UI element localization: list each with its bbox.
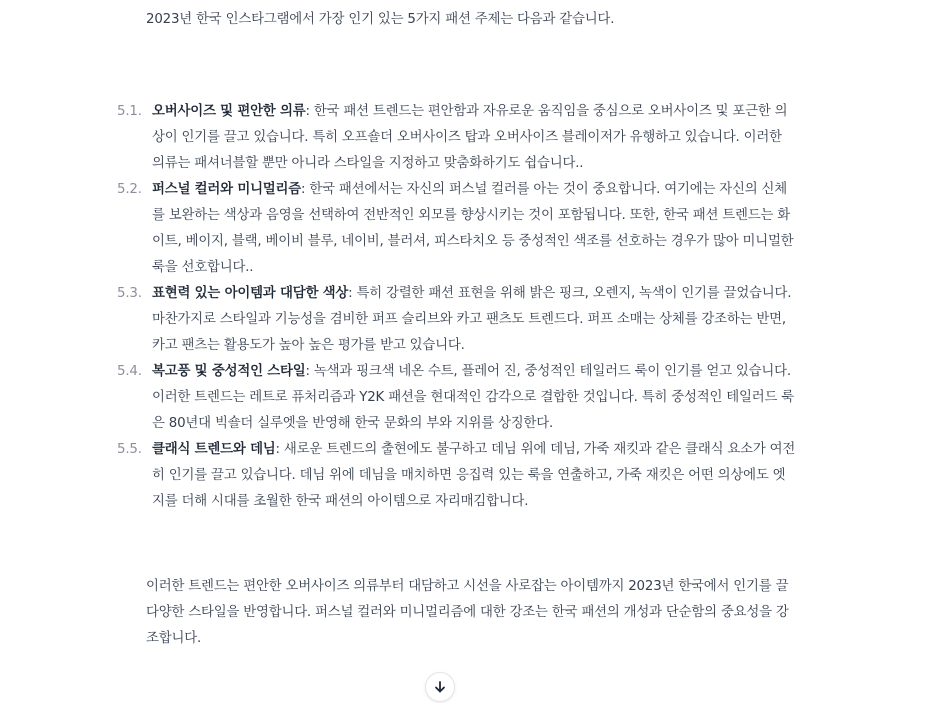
list-item-body: : 특히 강렬한 패션 표현을 위해 밝은 핑크, 오렌지, 녹색이 인기를 끌었습니다. 마찬가지로 스타일과 기능성을 겸비한 퍼프 슬리브와 카고 팬츠도 트렌드다. 퍼프 소매는 상체를 강조하는 반면, 카고 팬츠는 활용도가 높아 높은 평가를 받고 있습니다. — [152, 286, 792, 353]
trend-list — [117, 99, 796, 515]
scroll-to-bottom-button[interactable] — [425, 672, 455, 702]
list-item-number: 5.3. — [117, 286, 142, 301]
list-item-title: 오버사이즈 및 편안한 의류 — [152, 104, 306, 119]
conclusion-paragraph: 이러한 트렌드는 편안한 오버사이즈 의류부터 대담하고 시선을 사로잡는 아이템까지 2023년 한국에서 인기를 끌 다양한 스타일을 반영합니다. 퍼스널 컬러와 미니멀리즘에 대한 강조는 한국 패션의 개성과 단순함의 중요성을 강조합니다. — [146, 579, 789, 646]
list-item-title: 복고풍 및 중성적인 스타일 — [152, 364, 306, 379]
list-item-title: 퍼스널 컬러와 미니멀리즘 — [152, 182, 302, 197]
list-item — [117, 281, 796, 359]
list-item — [117, 359, 796, 437]
list-item-body: : 한국 패션에서는 자신의 퍼스널 컬러를 아는 것이 중요합니다. 여기에는 자신의 신체를 보완하는 색상과 음영을 선택하여 전반적인 외모를 향상시키는 것이 포함됩니다. 또한, 한국 패션 트렌드는 화이트, 베이지, 블랙, 베이비 블루, 네이비, 블러셔, 피스타치오 등 중성적인 색조를 선호하는 경우가 많아 미니멀한 룩을 선호합니다.. — [152, 182, 794, 275]
list-item-body: : 녹색과 핑크색 네온 수트, 플레어 진, 중성적인 테일러드 룩이 인기를 얻고 있습니다. 이러한 트렌드는 레트로 퓨처리즘과 Y2K 패션을 현대적인 감각으로 결합한 것입니다. 특히 중성적인 테일러드 룩은 80년대 빅숄더 실루엣을 반영해 한국 문화의 부와 지위를 상징한다. — [152, 364, 795, 431]
list-item-title: 표현력 있는 아이템과 대담한 색상 — [152, 286, 349, 301]
assistant-message — [117, 0, 796, 652]
intro-paragraph: 2023년 한국 인스타그램에서 가장 인기 있는 5가지 패션 주제는 다음과 같습니다. — [146, 12, 615, 27]
list-item-number: 5.2. — [117, 182, 142, 197]
list-item-body: : 한국 패션 트렌드는 편안함과 자유로운 움직임을 중심으로 오버사이즈 및 포근한 의상이 인기를 끌고 있습니다. 특히 오프숄더 오버사이즈 탑과 오버사이즈 블레이저가 유행하고 있습니다. 이러한 의류는 패셔너블할 뿐만 아니라 스타일을 지정하고 맞춤화하기도 쉽습니다.. — [152, 104, 788, 171]
list-item — [117, 437, 796, 515]
list-item — [117, 177, 796, 281]
list-item-number: 5.5. — [117, 442, 142, 457]
arrow-down-icon — [433, 680, 447, 694]
list-item-number: 5.4. — [117, 364, 142, 379]
list-item-body: : 새로운 트렌드의 출현에도 불구하고 데님 위에 데님, 가죽 재킷과 같은 클래식 요소가 여전히 인기를 끌고 있습니다. 데님 위에 데님을 매치하면 응집력 있는 룩을 연출하고, 가죽 재킷은 어떤 의상에도 엣지를 더해 시대를 초월한 한국 패션의 아이템으로 자리매김합니다. — [152, 442, 796, 509]
list-item-title: 클래식 트렌드와 데님 — [152, 442, 276, 457]
list-item — [117, 99, 796, 177]
list-item-number: 5.1. — [117, 104, 142, 119]
